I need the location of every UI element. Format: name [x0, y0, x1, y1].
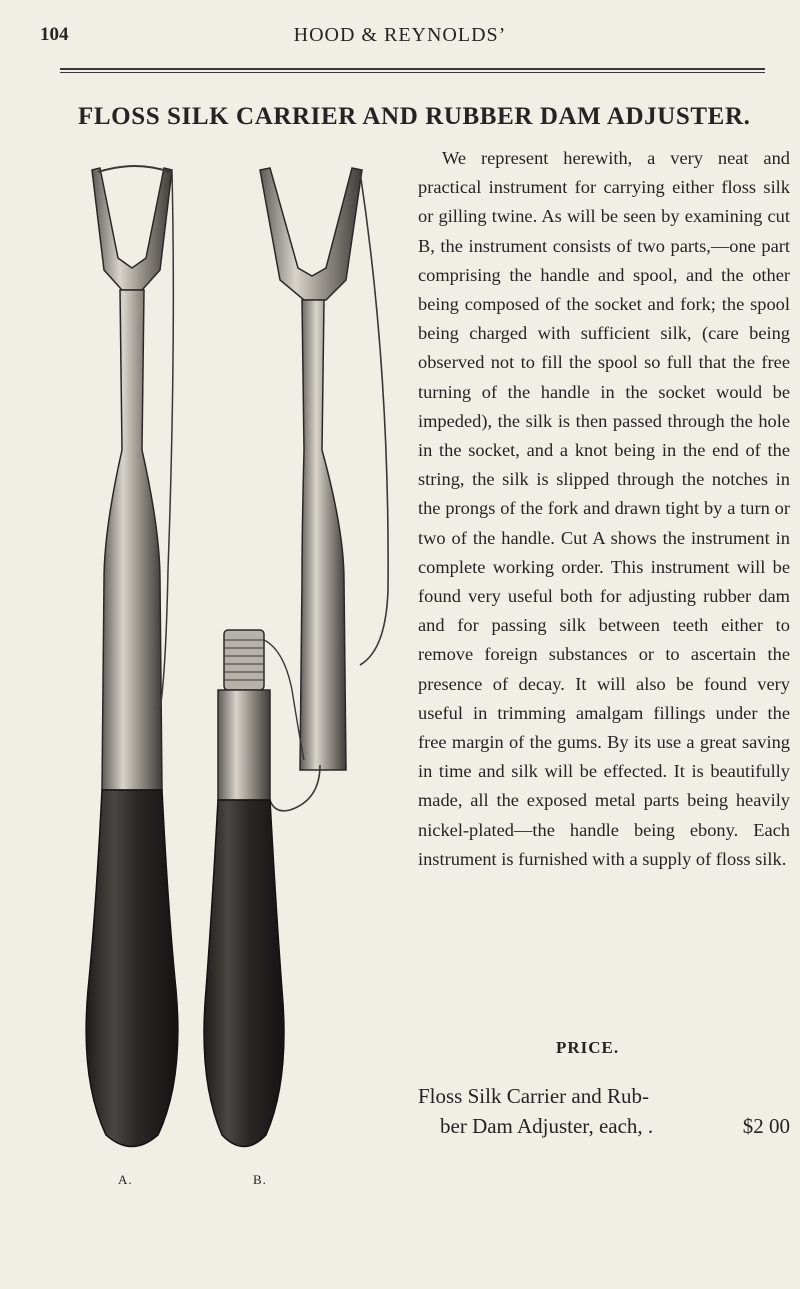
figure-a-illustration	[80, 150, 190, 1170]
page-title: FLOSS SILK CARRIER AND RUBBER DAM ADJUSTER.	[78, 103, 751, 130]
running-head: HOOD & REYNOLDS’	[293, 24, 507, 46]
description-paragraph: We represent herewith, a very neat and practical instrument for carrying either floss silk or gilling twine. As will be seen by examining cut B, the instrument consists of two parts,—one part comprising the handle and spool, and the other being composed of the socket and fork; the spool being charged with sufficient silk, (care being observed not to fill the spool so full that the free turning of the handle in the socket would be impeded), the silk is then passed through the hole in the socket, and a knot being in the end of the string, the silk is slipped through the notches in the prongs of the fork and drawn tight by a turn or two of the handle. Cut A shows the instrument in complete working order. This instrument will be found very useful both for adjusting rubber dam and for passing silk between teeth either to remove foreign substances or to ascertain the presence of decay. It will also be found very useful in trimming amalgam fillings under the free margin of the gums. By its use a great saving in time and silk will be effected. It is beautifully made, all the exposed metal parts being heavily nickel-plated—the handle being ebony. Each instrument is furnished with a supply of floss silk.	[418, 148, 790, 869]
page-header	[40, 24, 760, 54]
figure-a-label: A.	[118, 1172, 133, 1187]
header-rule	[60, 68, 765, 70]
price-heading: PRICE.	[556, 1038, 620, 1057]
description-text	[418, 144, 790, 874]
figure-b-label: B.	[253, 1172, 267, 1187]
price-amount: $2 00	[742, 1114, 790, 1138]
page-number: 104	[40, 24, 69, 45]
price-line-2	[440, 1114, 800, 1139]
figure-b-illustration	[200, 150, 415, 1170]
price-item-text-2: ber Dam Adjuster, each, .	[440, 1114, 654, 1138]
price-item-text-1: Floss Silk Carrier and Rub-	[418, 1084, 649, 1108]
price-line-1	[418, 1084, 790, 1109]
